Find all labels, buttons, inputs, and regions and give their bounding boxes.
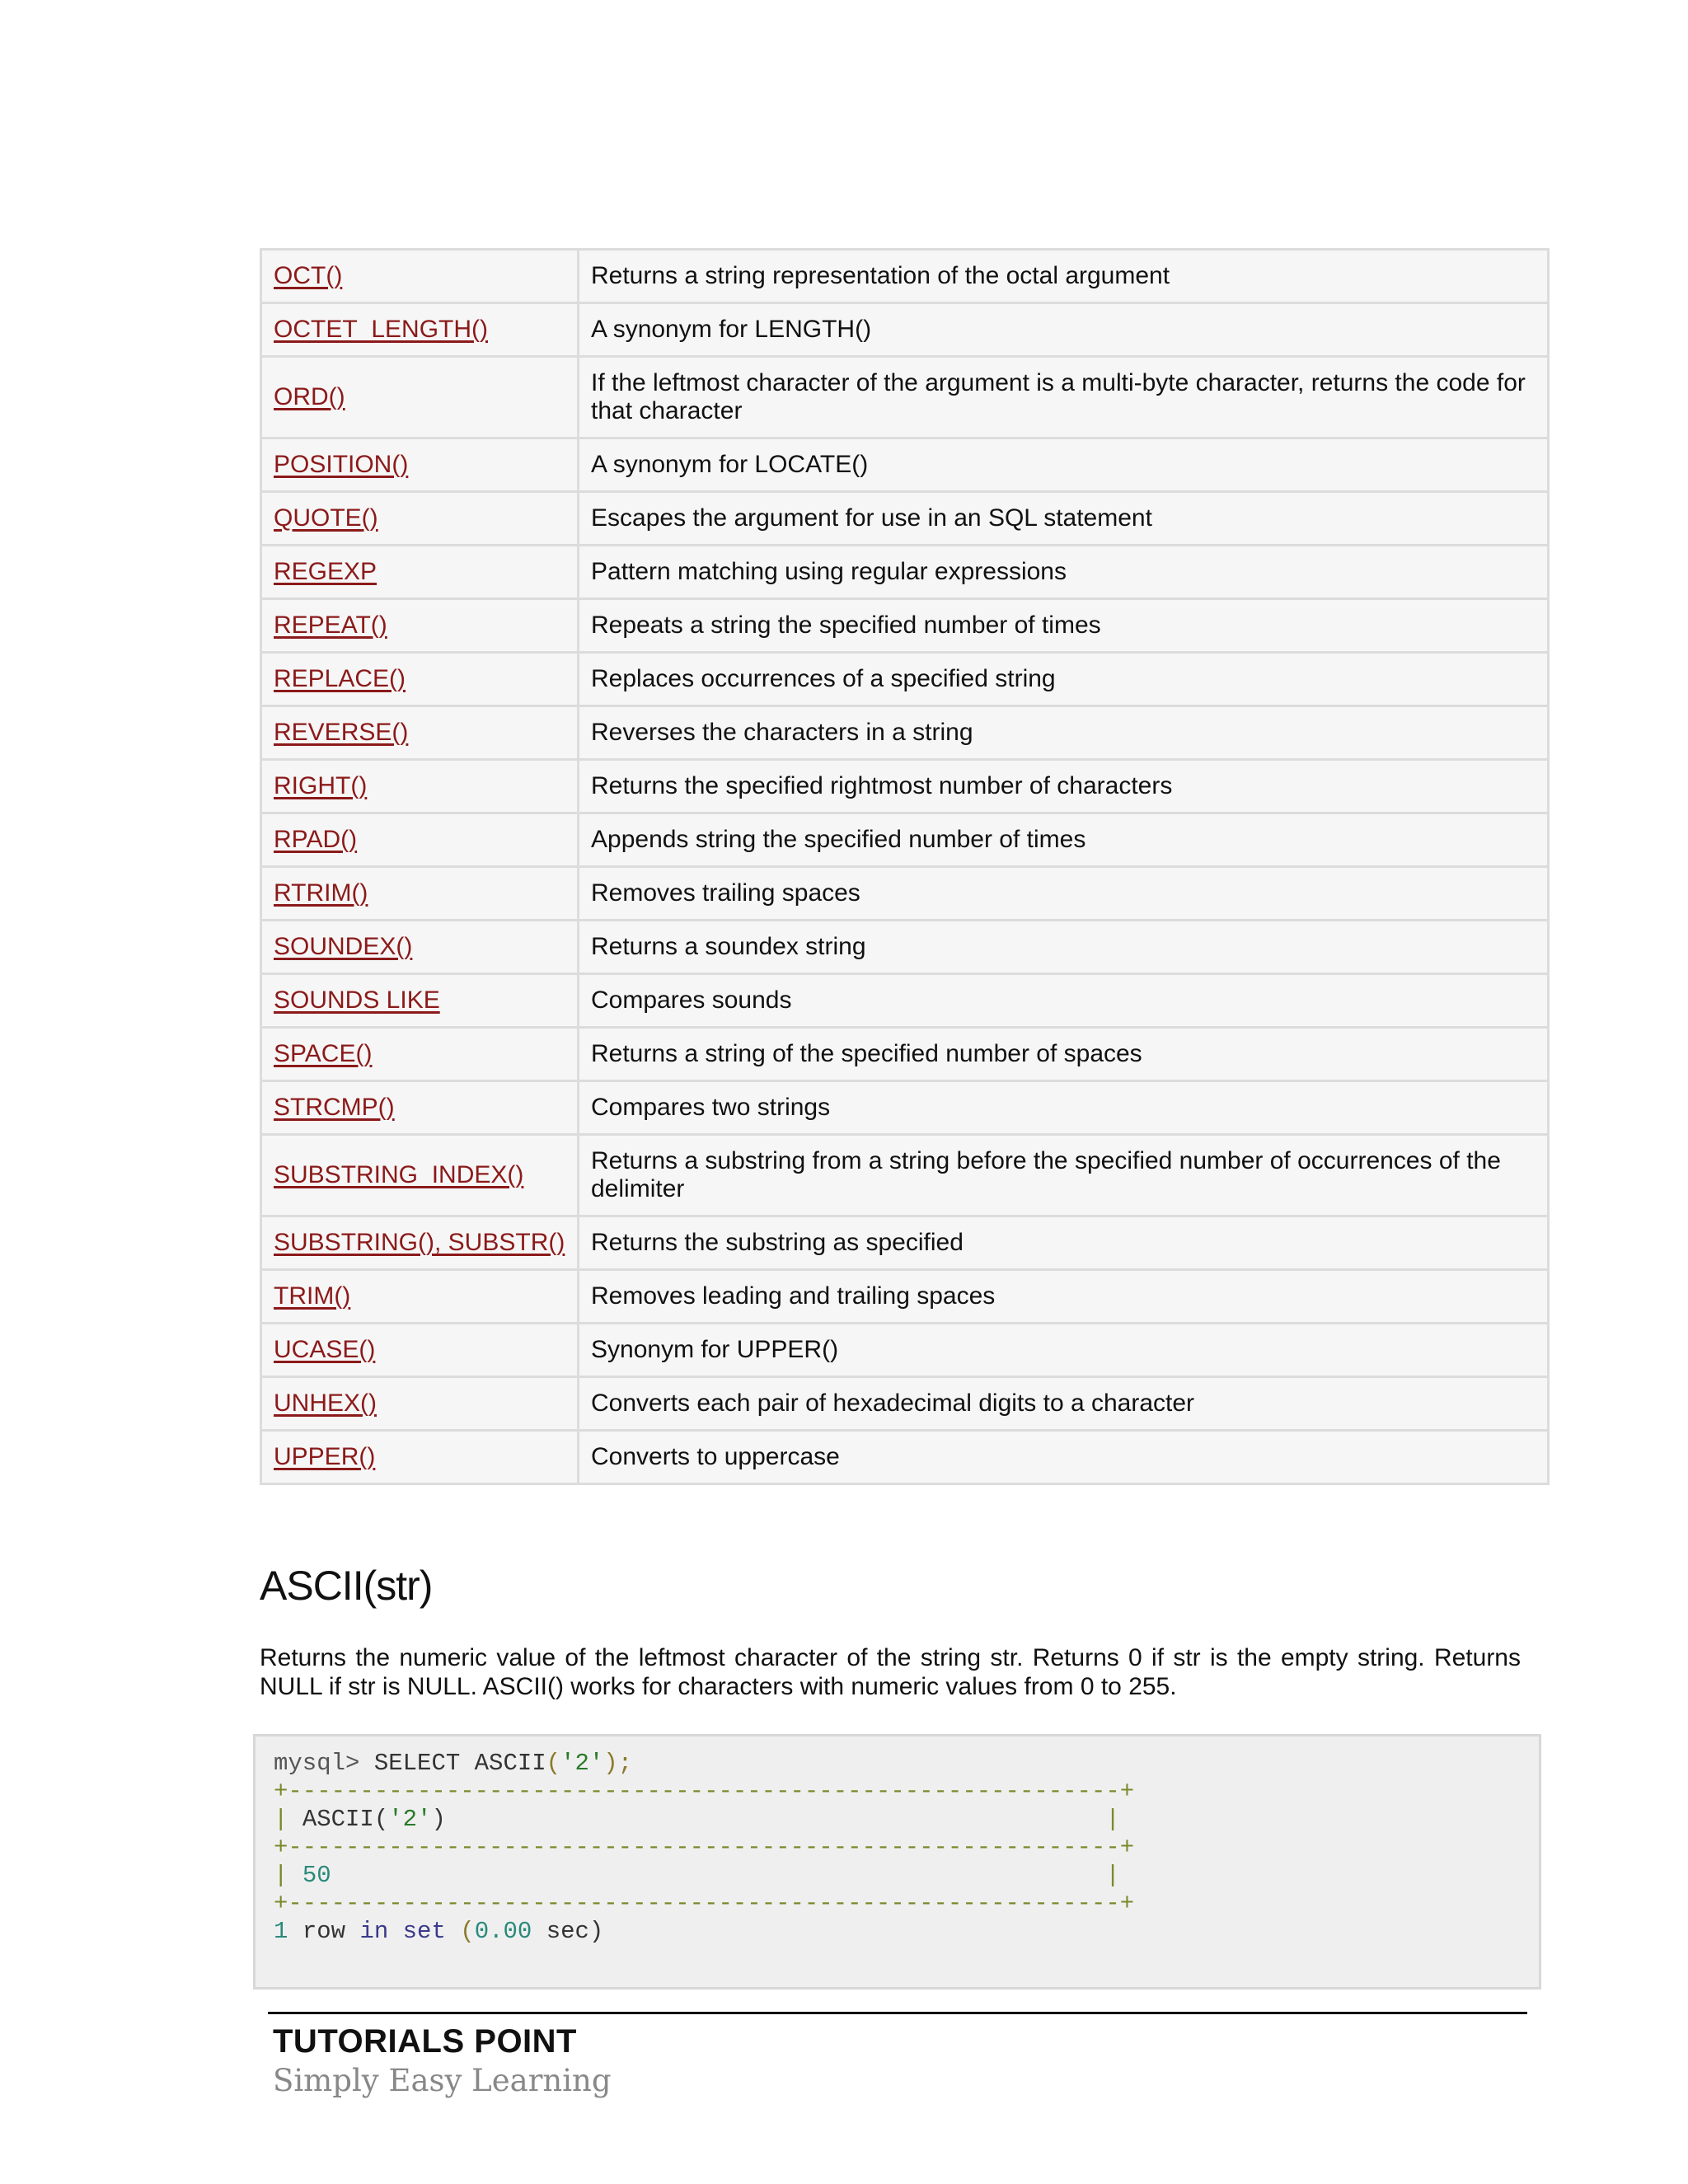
code-prompt: mysql> [274,1750,360,1777]
code-example-box [253,1734,1541,1990]
function-description-cell: Converts each pair of hexadecimal digits to a character [579,1377,1549,1431]
function-name-cell [261,974,579,1028]
function-name-cell [261,1324,579,1377]
table-row [261,706,1549,760]
function-description-cell: Returns the substring as specified [579,1216,1549,1270]
function-description-cell: Compares sounds [579,974,1549,1028]
function-description-cell: Removes trailing spaces [579,867,1549,921]
function-link[interactable]: STRCMP() [274,1094,395,1121]
function-description-cell: Returns a string representation of the octal argument [579,250,1549,303]
table-row [261,921,1549,974]
footer-tagline: Simply Easy Learning [273,2063,612,2098]
code-border-top: +----------------------------------------------------------+ [274,1778,1135,1805]
table-row [261,1431,1549,1484]
code-result-set: set [402,1918,446,1945]
function-link[interactable]: QUOTE() [274,504,378,532]
function-name-cell [261,250,579,303]
table-row [261,813,1549,867]
function-name-cell [261,760,579,813]
function-link[interactable]: SUBSTRING_INDEX() [274,1161,524,1188]
function-description-cell: A synonym for LOCATE() [579,438,1549,492]
section-description: Returns the numeric value of the leftmost character of the string str. Returns 0 if str is the empty string. Returns NULL if str is NULL. ASCII() works for characters with numeric values from 0 to 255. [260,1644,1521,1700]
code-pipe: | [274,1862,288,1889]
table-row [261,1377,1549,1431]
code-query-close: ); [603,1750,633,1777]
function-name-cell [261,357,579,438]
function-description-cell: Appends string the specified number of times [579,813,1549,867]
code-example [274,1750,1134,1946]
function-name-cell [261,1377,579,1431]
table-row [261,599,1549,653]
code-result-row: row [302,1918,346,1945]
function-description-cell: Escapes the argument for use in an SQL statement [579,492,1549,546]
function-link[interactable]: REPEAT() [274,612,387,639]
table-row [261,438,1549,492]
footer-brand: TUTORIALS POINT [273,2023,577,2060]
function-link[interactable]: REVERSE() [274,719,409,746]
function-description-cell: Removes leading and trailing spaces [579,1270,1549,1324]
table-row [261,867,1549,921]
function-link[interactable]: TRIM() [274,1282,351,1310]
code-result-in: in [359,1918,389,1945]
function-description-cell: A synonym for LENGTH() [579,303,1549,357]
function-link[interactable]: POSITION() [274,451,409,478]
function-description-cell: Converts to uppercase [579,1431,1549,1484]
table-row [261,760,1549,813]
function-link[interactable]: ORD() [274,383,345,410]
code-border-mid: +----------------------------------------------------------+ [274,1834,1135,1861]
function-link[interactable]: UPPER() [274,1443,376,1470]
table-row [261,974,1549,1028]
function-link[interactable]: SOUNDS LIKE [274,987,440,1014]
table-row [261,1324,1549,1377]
function-link[interactable]: REGEXP [274,558,377,585]
function-link[interactable]: OCTET_LENGTH() [274,316,489,343]
function-description-cell: Repeats a string the specified number of times [579,599,1549,653]
table-row [261,492,1549,546]
table-row [261,357,1549,438]
function-link[interactable]: SUBSTRING(), SUBSTR() [274,1229,565,1256]
code-query-keyword: SELECT ASCII [373,1750,546,1777]
function-link[interactable]: RIGHT() [274,772,368,799]
table-row [261,1081,1549,1135]
function-link[interactable]: RTRIM() [274,879,368,907]
function-description-cell: Returns a substring from a string before the specified number of occurrences of the delimiter [579,1135,1549,1216]
function-link[interactable]: RPAD() [274,826,358,853]
function-name-cell [261,813,579,867]
footer-divider [268,2012,1527,2014]
table-row [261,653,1549,706]
function-link[interactable]: UCASE() [274,1336,376,1363]
function-name-cell [261,706,579,760]
code-result-time: 0.00 [474,1918,532,1945]
function-description-cell: Pattern matching using regular expressions [579,546,1549,599]
code-header-cell: ASCII('2') [302,1806,446,1833]
function-name-cell [261,1135,579,1216]
function-description-cell: If the leftmost character of the argument is a multi-byte character, returns the code for that character [579,357,1549,438]
function-link[interactable]: REPLACE() [274,665,406,692]
function-name-cell [261,599,579,653]
table-row [261,1028,1549,1081]
function-description-cell: Synonym for UPPER() [579,1324,1549,1377]
function-name-cell [261,921,579,974]
function-link[interactable]: SOUNDEX() [274,933,413,960]
function-name-cell [261,1081,579,1135]
code-border-bottom: +----------------------------------------------------------+ [274,1890,1135,1917]
function-link[interactable]: UNHEX() [274,1390,377,1417]
function-name-cell [261,546,579,599]
function-name-cell [261,653,579,706]
table-body [261,250,1549,1484]
section-title: ASCII(str) [260,1563,433,1609]
table-row [261,546,1549,599]
function-name-cell [261,867,579,921]
code-query-arg: '2' [560,1750,604,1777]
function-link[interactable]: SPACE() [274,1040,373,1067]
function-description-cell: Returns a soundex string [579,921,1549,974]
function-name-cell [261,1028,579,1081]
function-description-cell: Compares two strings [579,1081,1549,1135]
code-result-time-open: ( [460,1918,475,1945]
table-row [261,1270,1549,1324]
code-result-time-unit: sec) [546,1918,604,1945]
code-pipe: | [1105,1806,1120,1833]
function-description-cell: Reverses the characters in a string [579,706,1549,760]
code-query-open: ( [546,1750,561,1777]
table-row [261,1216,1549,1270]
function-description-cell: Returns the specified rightmost number of characters [579,760,1549,813]
function-description-cell: Returns a string of the specified number of spaces [579,1028,1549,1081]
function-link[interactable]: OCT() [274,262,343,289]
code-value-cell: 50 [302,1862,331,1889]
code-result-count: 1 [274,1918,288,1945]
function-name-cell [261,1431,579,1484]
function-name-cell [261,492,579,546]
function-name-cell [261,303,579,357]
table-row [261,1135,1549,1216]
function-description-cell: Replaces occurrences of a specified string [579,653,1549,706]
table-row [261,303,1549,357]
string-functions-table [260,248,1550,1485]
function-name-cell [261,1270,579,1324]
code-pipe: | [274,1806,288,1833]
code-pipe: | [1105,1862,1120,1889]
table-row [261,250,1549,303]
function-name-cell [261,438,579,492]
function-name-cell [261,1216,579,1270]
